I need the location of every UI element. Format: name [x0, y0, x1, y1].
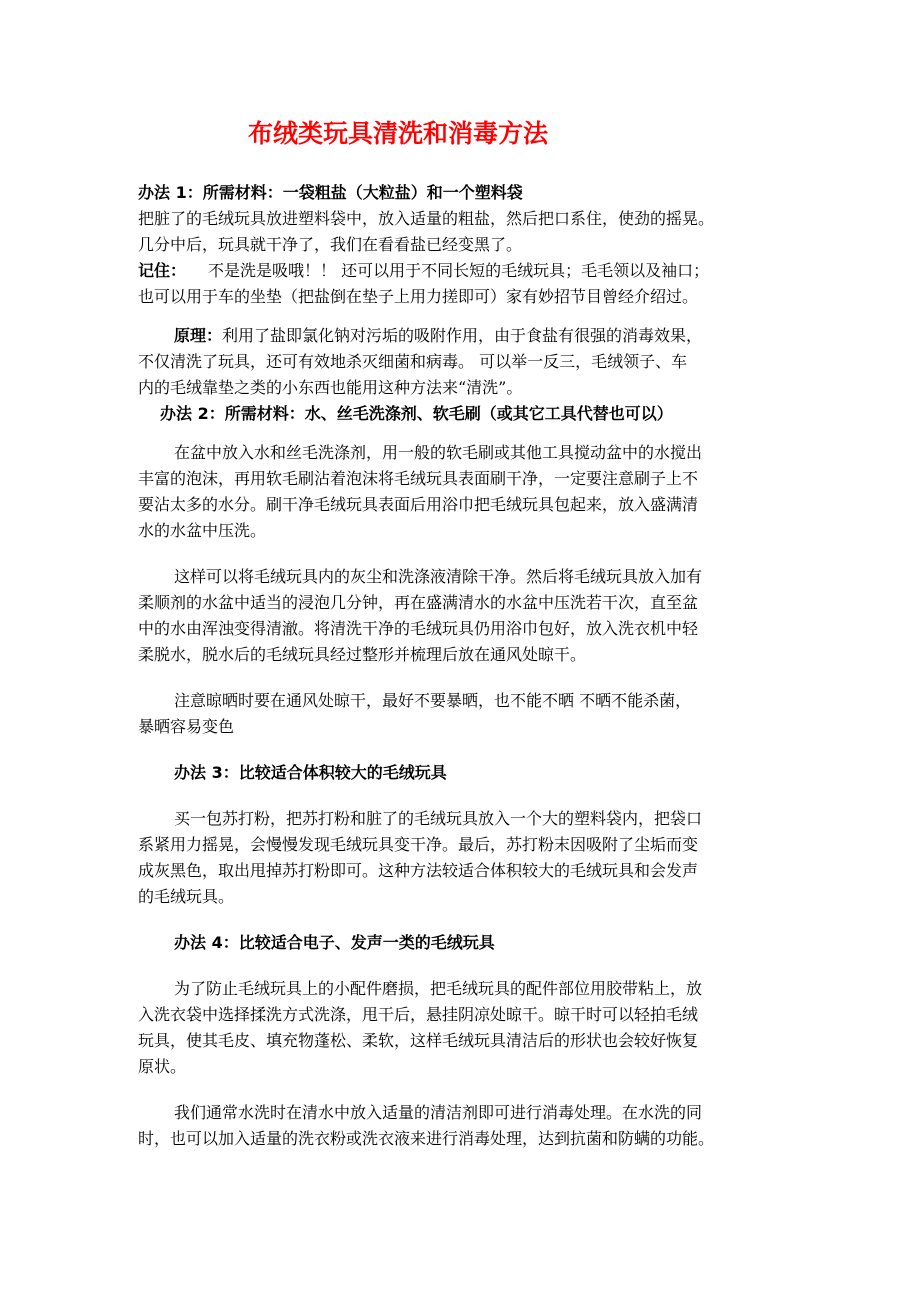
method4-text-line: 为了防止毛绒玩具上的小配件磨损，把毛绒玩具的配件部位用胶带粘上，放 [174, 979, 703, 998]
method2-text-line: 丰富的泡沫，再用软毛刷沾着泡沫将毛绒玩具表面刷干净，一定要注意刷子上不 [138, 469, 699, 488]
method2-text-line: 这样可以将毛绒玩具内的灰尘和洗涤液清除干净。然后将毛绒玩具放入加有 [174, 567, 703, 586]
note-text: 不是洗是吸哦！！ 还可以用于不同长短的毛绒玩具；毛毛领以及袖口； [208, 261, 710, 280]
method3-text-line: 的毛绒玩具。 [138, 887, 235, 906]
method4-text-line: 时，也可以加入适量的洗衣粉或洗衣液来进行消毒处理，达到抗菌和防螨的功能。 [138, 1129, 715, 1148]
principle-line: 内的毛绒靠垫之类的小东西也能用这种方法来“清洗”。 [138, 378, 523, 397]
method4-text-line: 玩具，使其毛皮、填充物蓬松、柔软，这样毛绒玩具清洁后的形状也会较好恢复 [138, 1031, 699, 1050]
principle-line [174, 323, 788, 349]
method1-heading: 办法 1：所需材料：一袋粗盐（大粒盐）和一个塑料袋 [138, 183, 523, 202]
note-label: 记住： [138, 261, 187, 280]
principle-label: 原理： [174, 326, 223, 345]
method2-text-line: 要沾太多的水分。刷干净毛绒玩具表面后用浴巾把毛绒玩具包起来，放入盛满清 [138, 495, 699, 514]
method4-text-line: 原状。 [138, 1057, 187, 1076]
principle-text: 利用了盐即氯化钠对污垢的吸附作用，由于食盐有很强的消毒效果， [222, 326, 703, 345]
method4-heading: 办法 4：比较适合电子、发声一类的毛绒玩具 [174, 933, 495, 952]
method3-text-line: 系紧用力摇晃，会慢慢发现毛绒玩具变干净。最后，苏打粉末因吸附了尘垢而变 [138, 835, 699, 854]
method3-text-line: 成灰黑色，取出甩掉苏打粉即可。这种方法较适合体积较大的毛绒玩具和会发声 [138, 861, 699, 880]
method2-note-line: 暴晒容易变色 [138, 717, 235, 736]
method2-text-line: 在盆中放入水和丝毛洗涤剂，用一般的软毛刷或其他工具搅动盆中的水搅出 [174, 443, 703, 462]
method4-text-line: 我们通常水洗时在清水中放入适量的清洁剂即可进行消毒处理。在水洗的同 [174, 1103, 703, 1122]
method2-text-line: 中的水由浑浊变得清澈。将清洗干净的毛绒玩具仍用浴巾包好，放入洗衣机中轻 [138, 619, 699, 638]
method2-text-line: 柔顺剂的水盆中适当的浸泡几分钟，再在盛满清水的水盆中压洗若干次，直至盆 [138, 593, 699, 612]
method4-text-line: 入洗衣袋中选择揉洗方式洗涤，甩干后，悬挂阴凉处晾干。晾干时可以轻拍毛绒 [138, 1005, 699, 1024]
method3-heading: 办法 3：比较适合体积较大的毛绒玩具 [174, 763, 447, 782]
method2-text-line: 水的水盆中压洗。 [138, 521, 267, 540]
document-title: 布绒类玩具清洗和消毒方法 [248, 119, 549, 148]
principle-line: 不仅清洗了玩具，还可有效地杀灭细菌和病毒。 可以举一反三，毛绒领子、车 [138, 352, 688, 371]
method1-text-line: 几分中后，玩具就干净了，我们在看看盐已经变黑了。 [138, 235, 523, 254]
method2-text-line: 柔脱水，脱水后的毛绒玩具经过整形并梳理后放在通风处晾干。 [138, 645, 587, 664]
method1-note-line [138, 258, 788, 284]
method1-note-line: 也可以用于车的坐垫（把盐倒在垫子上用力搓即可）家有妙招节目曾经介绍过。 [138, 287, 699, 306]
method2-note-line: 注意晾晒时要在通风处晾干，最好不要暴晒，也不能不晒 不晒不能杀菌， [174, 691, 692, 710]
method2-heading: 办法 2：所需材料：水、丝毛洗涤剂、软毛刷（或其它工具代替也可以） [160, 404, 673, 423]
method3-text-line: 买一包苏打粉，把苏打粉和脏了的毛绒玩具放入一个大的塑料袋内，把袋口 [174, 809, 703, 828]
method1-text-line: 把脏了的毛绒玩具放进塑料袋中，放入适量的粗盐，然后把口系住，使劲的摇晃。 [138, 209, 715, 228]
